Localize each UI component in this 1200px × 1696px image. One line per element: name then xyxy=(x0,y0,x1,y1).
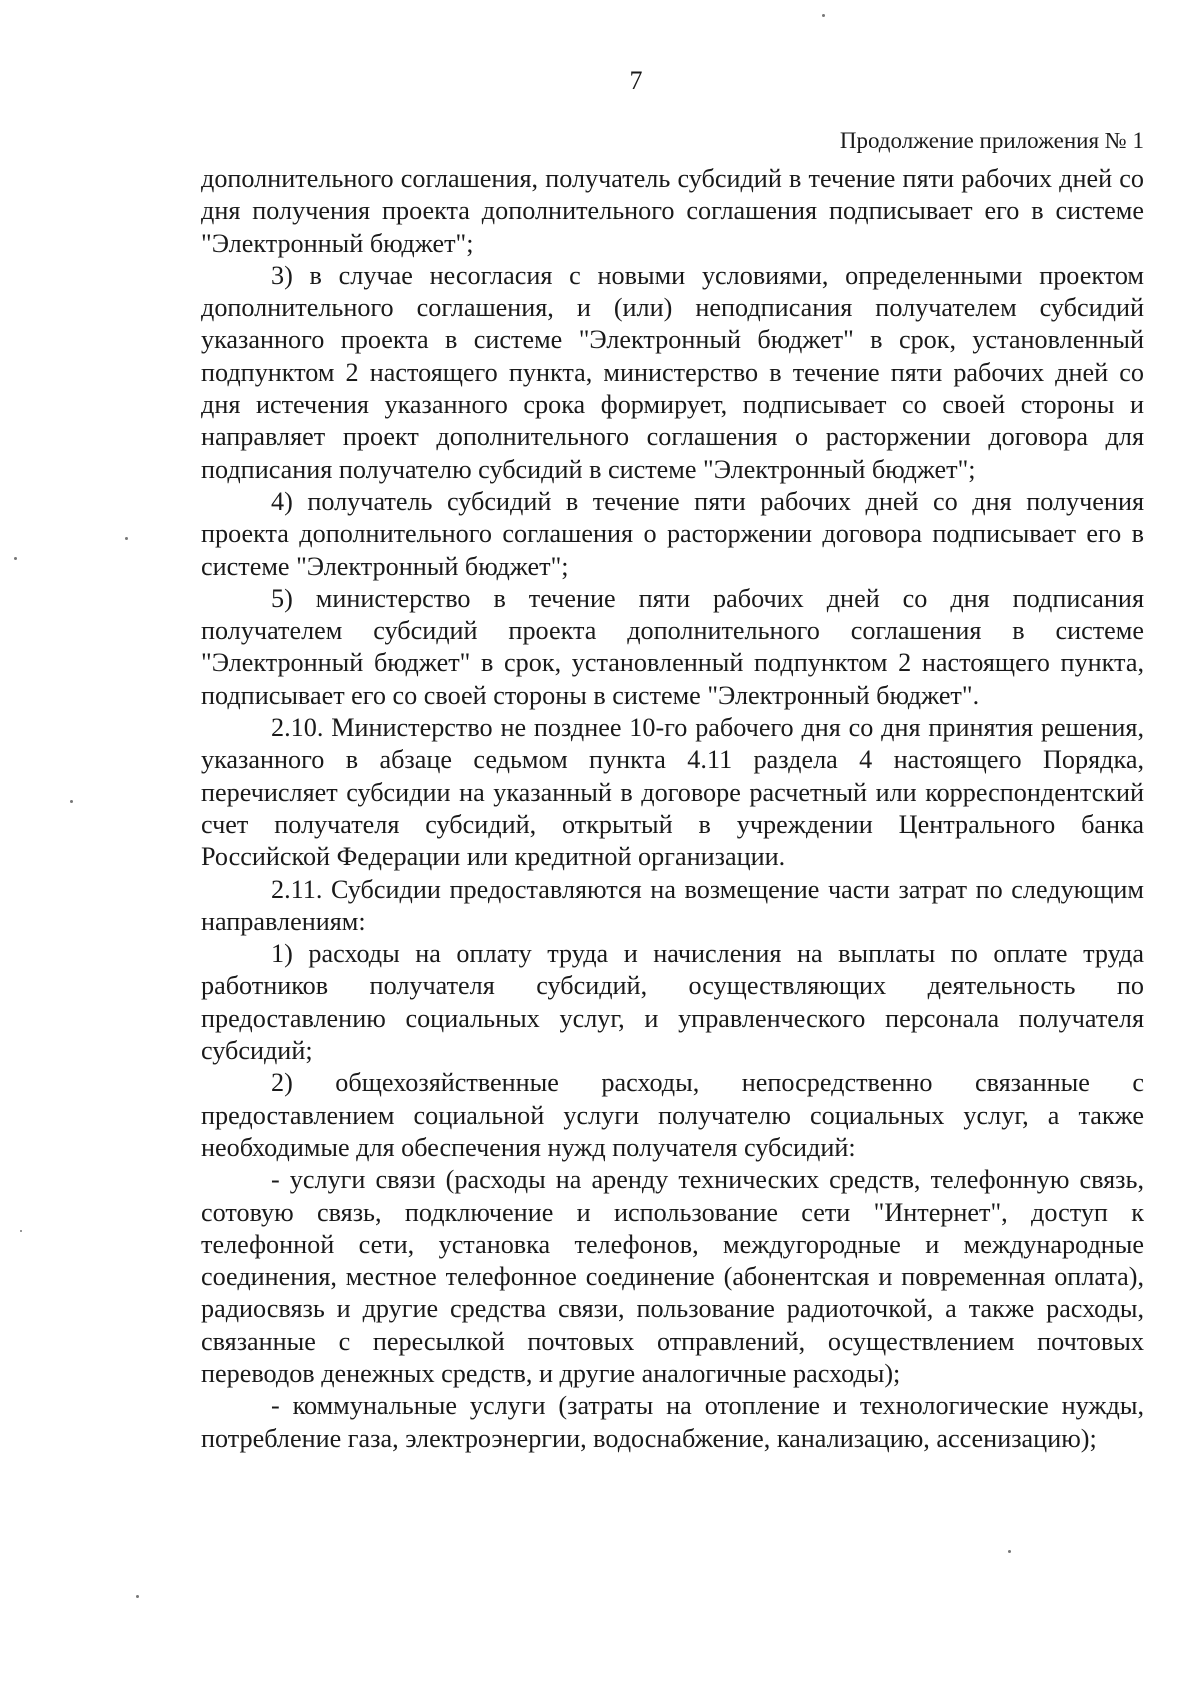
paragraph: 2.10. Министерство не позднее 10-го рабочего дня со дня принятия решения, указанного в абзаце седьмом пункта 4.11 раздела 4 настоящего Порядка, перечисляет субсидии на указанный в договоре расчетный или корреспондентский счет получателя субсидий, открытый в учреждении Центрального банка Российской Федерации или кредитной организации. xyxy=(201,713,1144,872)
paragraph: - коммунальные услуги (затраты на отопление и технологические нужды, потребление газа, электроэнергии, водоснабжение, канализацию, ассенизацию); xyxy=(201,1391,1144,1453)
scan-speck xyxy=(125,537,128,540)
paragraph: - услуги связи (расходы на аренду технических средств, телефонную связь, сотовую связь, подключение и использование сети "Интернет", доступ к телефонной сети, установка телефонов, междугородные и международные соединения, местное телефонное соединение (абонентская и повременная оплата), радиосвязь и другие средства связи, пользование радиоточкой, а также расходы, связанные с пересылкой почтовых отправлений, осуществлением почтовых переводов денежных средств, и другие аналогичные расходы); xyxy=(201,1165,1144,1388)
scan-speck xyxy=(822,14,825,17)
page-number: 7 xyxy=(629,66,643,95)
paragraph: 5) министерство в течение пяти рабочих дней со дня подписания получателем субсидий проекта дополнительного соглашения в системе "Электронный бюджет" в срок, установленный подпунктом 2 настоящего пункта, подписывает его со своей стороны в системе "Электронный бюджет". xyxy=(201,583,1144,710)
paragraph: 2.11. Субсидии предоставляются на возмещение части затрат по следующим направлениям: xyxy=(201,874,1144,936)
scan-speck xyxy=(136,1595,139,1598)
paragraph: 1) расходы на оплату труда и начисления на выплаты по оплате труда работников получателя субсидий, осуществляющих деятельность по предоставлению социальных услуг, и управленческого персонала получателя субсидий; xyxy=(201,939,1144,1066)
document-body xyxy=(201,163,1144,1455)
paragraph: 2) общехозяйственные расходы, непосредственно связанные с предоставлением социальной услуги получателю социальных услуг, а также необходимые для обеспечения нужд получателя субсидий: xyxy=(201,1068,1144,1162)
scan-speck xyxy=(1008,1550,1011,1553)
scan-speck xyxy=(70,800,73,803)
paragraph: 3) в случае несогласия с новыми условиями, определенными проектом дополнительного соглашения, и (или) неподписания получателем субсидий указанного проекта в системе "Электронный бюджет" в срок, установленный подпунктом 2 настоящего пункта, министерство в течение пяти рабочих дней со дня истечения указанного срока формирует, подписывает со своей стороны и направляет проект дополнительного соглашения о расторжении договора для подписания получателю субсидий в системе "Электронный бюджет"; xyxy=(201,260,1144,484)
paragraph: 4) получатель субсидий в течение пяти рабочих дней со дня получения проекта дополнительного соглашения о расторжении договора подписывает его в системе "Электронный бюджет"; xyxy=(201,486,1144,581)
scan-speck xyxy=(20,1230,22,1232)
scan-speck xyxy=(14,557,17,560)
appendix-header-note: Продолжение приложения № 1 xyxy=(839,128,1144,153)
paragraph: дополнительного соглашения, получатель субсидий в течение пяти рабочих дней со дня получения проекта дополнительного соглашения подписывает его в системе "Электронный бюджет"; xyxy=(201,164,1144,258)
